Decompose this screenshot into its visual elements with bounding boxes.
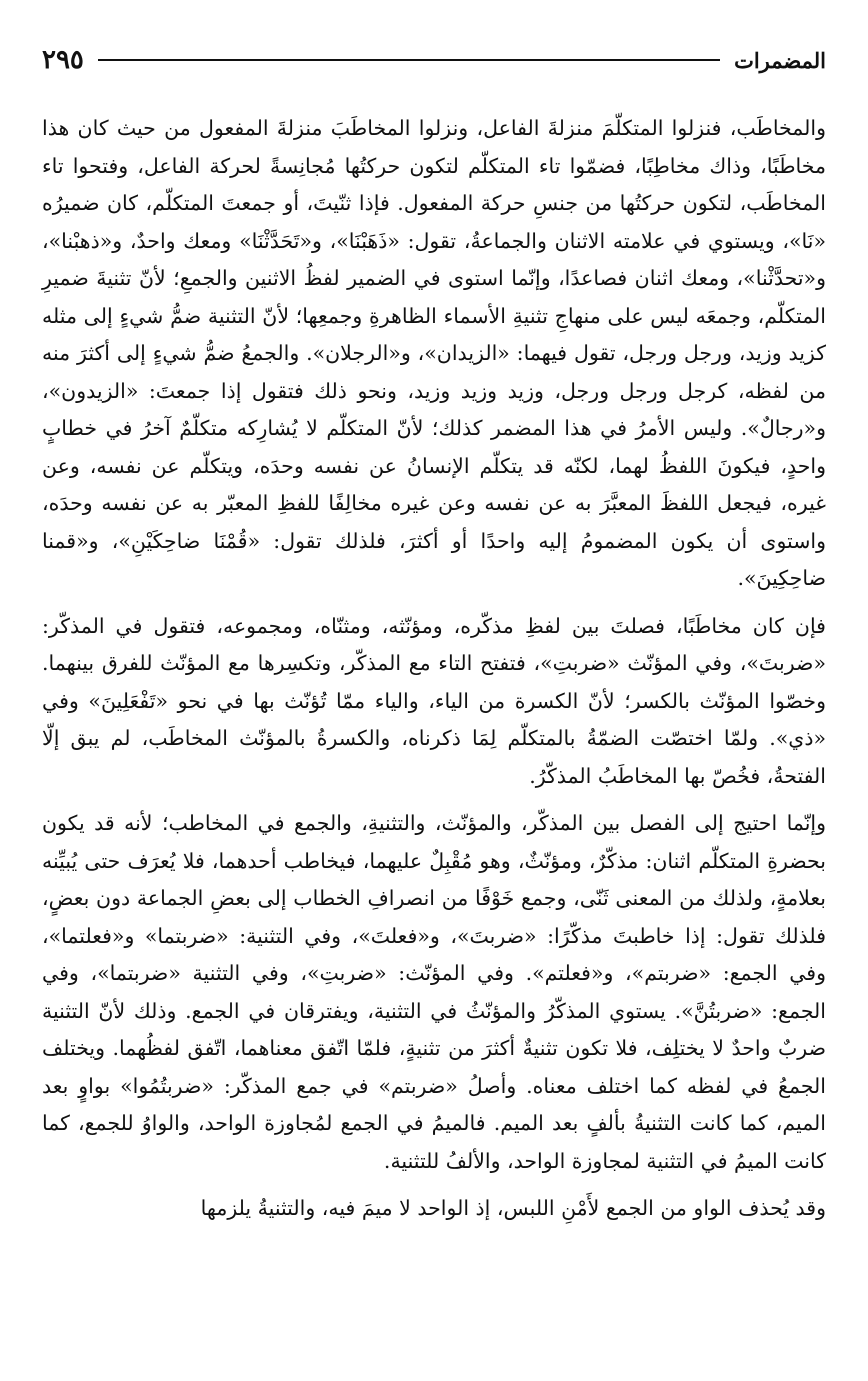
paragraph-4: وقد يُحذف الواو من الجمع لأَمْنِ اللبس، إذ الواحد لا ميمَ فيه، والتثنيةُ يلزمها <box>200 1196 826 1220</box>
paragraph-1: والمخاطَب، فنزلوا المتكلّمَ منزلةَ الفاعل، ونزلوا المخاطَبَ منزلةَ المفعول من حيث كان هذا مخاطَبًا، وذاك مخاطِبًا، فضمّوا تاء المتكلّم لتكون حركتُها مُجانِسةً لحركة الفاعل، وفتحوا تاء المخاطَب، لتكون حركتُها من جنسِ حركة المفعول. فإذا ثنّيتَ، أو جمعتَ المتكلّم، كان ضميرُه «نَا»، ويستوي في علامته الاثنان والجماعةُ، تقول: «ذَهَبْنَا»، و«تَحَدَّثْنَا» ومعك واحدٌ، و«ذهبْنا»، و«تحدَّثْنا»، ومعك اثنان فصاعدًا، وإنّما استوى في الضمير لفظُ الاثنين والجمعِ؛ لأنّ تثنيةَ ضميرِ المتكلّم، وجمعَه ليس على منهاجِ تثنيةِ الأسماء الظاهرةِ وجمعِها؛ لأنّ التثنية ضمُّ شيءٍ إلى مثله كزيد وزيد، ورجل ورجل، تقول فيهما: «الزيدان»، و«الرجلان». والجمعُ ضمُّ شيءٍ إلى أكثرَ منه من لفظه، كرجل ورجل ورجل، وزيد وزيد وزيد، ونحو ذلك فتقول إذا جمعتَ: «الزيدون»، و«رجالٌ». وليس الأمرُ في هذا المضمر كذلك؛ لأنّ المتكلّم لا يُشارِكه متكلّمٌ آخرُ في خطابٍ واحدٍ، فيكونَ اللفظُ لهما، لكنّه قد يتكلّم الإنسانُ عن نفسه وحدَه، ويتكلّم عن نفسه، وعن غيره، فيجعل اللفظَ المعبَّرَ به عن نفسه وعن غيره مخالِفًا للفظِ المعبّر به عن نفسه وحدَه، واستوى أن يكون المضمومُ إليه واحدًا أو أكثرَ، فلذلك تقول: «قُمْنَا ضاحِكَيْنِ»، و«قمنا ضاحِكِينَ». <box>42 116 826 590</box>
chapter-title: المضمرات <box>734 47 826 73</box>
body-text <box>42 110 826 1228</box>
paragraph-3: وإنّما احتيج إلى الفصل بين المذكّر، والمؤنّث، والتثنيةِ، والجمع في المخاطب؛ لأنه قد يكون بحضرةِ المتكلّم اثنان: مذكّرٌ، ومؤنّثٌ، وهو مُقْبِلٌ عليهما، فيخاطب أحدهما، فلا يُعرَف حتى يُبيِّنه بعلامةٍ، ولذلك من المعنى ثَنّى، وجمع خَوْفًا من انصرافِ الخطاب إلى بعضِ الجماعة دون بعضٍ، فلذلك تقول: إذا خاطبتَ مذكّرًا: «ضربتَ»، و«فعلتَ»، وفي التثنية: «ضربتما» و«فعلتما»، وفي الجمع: «ضربتم»، و«فعلتم». وفي المؤنّث: «ضربتِ»، وفي التثنية «ضربتما»، وفي الجمع: «ضربتُنَّ». يستوي المذكّرُ والمؤنّثُ في التثنية، ويفترقان في الجمع. وذلك لأنّ التثنية ضربٌ واحدٌ لا يختلِف، فلا تكون تثنيةٌ أكثرَ من تثنيةٍ، فلمّا اتّفق معناهما، اتّفق لفظُهما. ويختلف الجمعُ في لفظه كما اختلف معناه. وأصلُ «ضربتم» في جمع المذكّر: «ضربتُمُوا» بواوٍ بعد الميم، كما كانت التثنيةُ بألفٍ بعد الميم. فالميمُ في الجمع لمُجاوزة الواحد، والواوُ للجمع، كما كانت الميمُ في التثنية لمجاوزة الواحد، والألفُ للتثنية. <box>42 811 826 1173</box>
running-header <box>42 42 826 78</box>
paragraph-2: فإن كان مخاطَبًا، فصلتَ بين لفظِ مذكّره، ومؤنّثه، ومثنّاه، ومجموعه، فتقول في المذكّر: «ضربتَ»، وفي المؤنّث «ضربتِ»، فتفتح التاء مع المذكّر، وتكسِرها مع المؤنّث للفرق بينهما. وخصّوا المؤنّث بالكسر؛ لأنّ الكسرة من الياء، والياء ممّا تُؤنّث بها في نحو «تَفْعَلِينَ» وفي «ذي». ولمّا اختصّت الضمّةُ بالمتكلّم لِمَا ذكرناه، والكسرةُ بالمؤنّث المخاطَب، لم يبق إلّا الفتحةُ، فخُصّ بها المخاطَبُ المذكّرُ. <box>42 613 826 788</box>
page-number: ٢٩٥ <box>42 45 84 75</box>
header-rule <box>98 59 720 61</box>
